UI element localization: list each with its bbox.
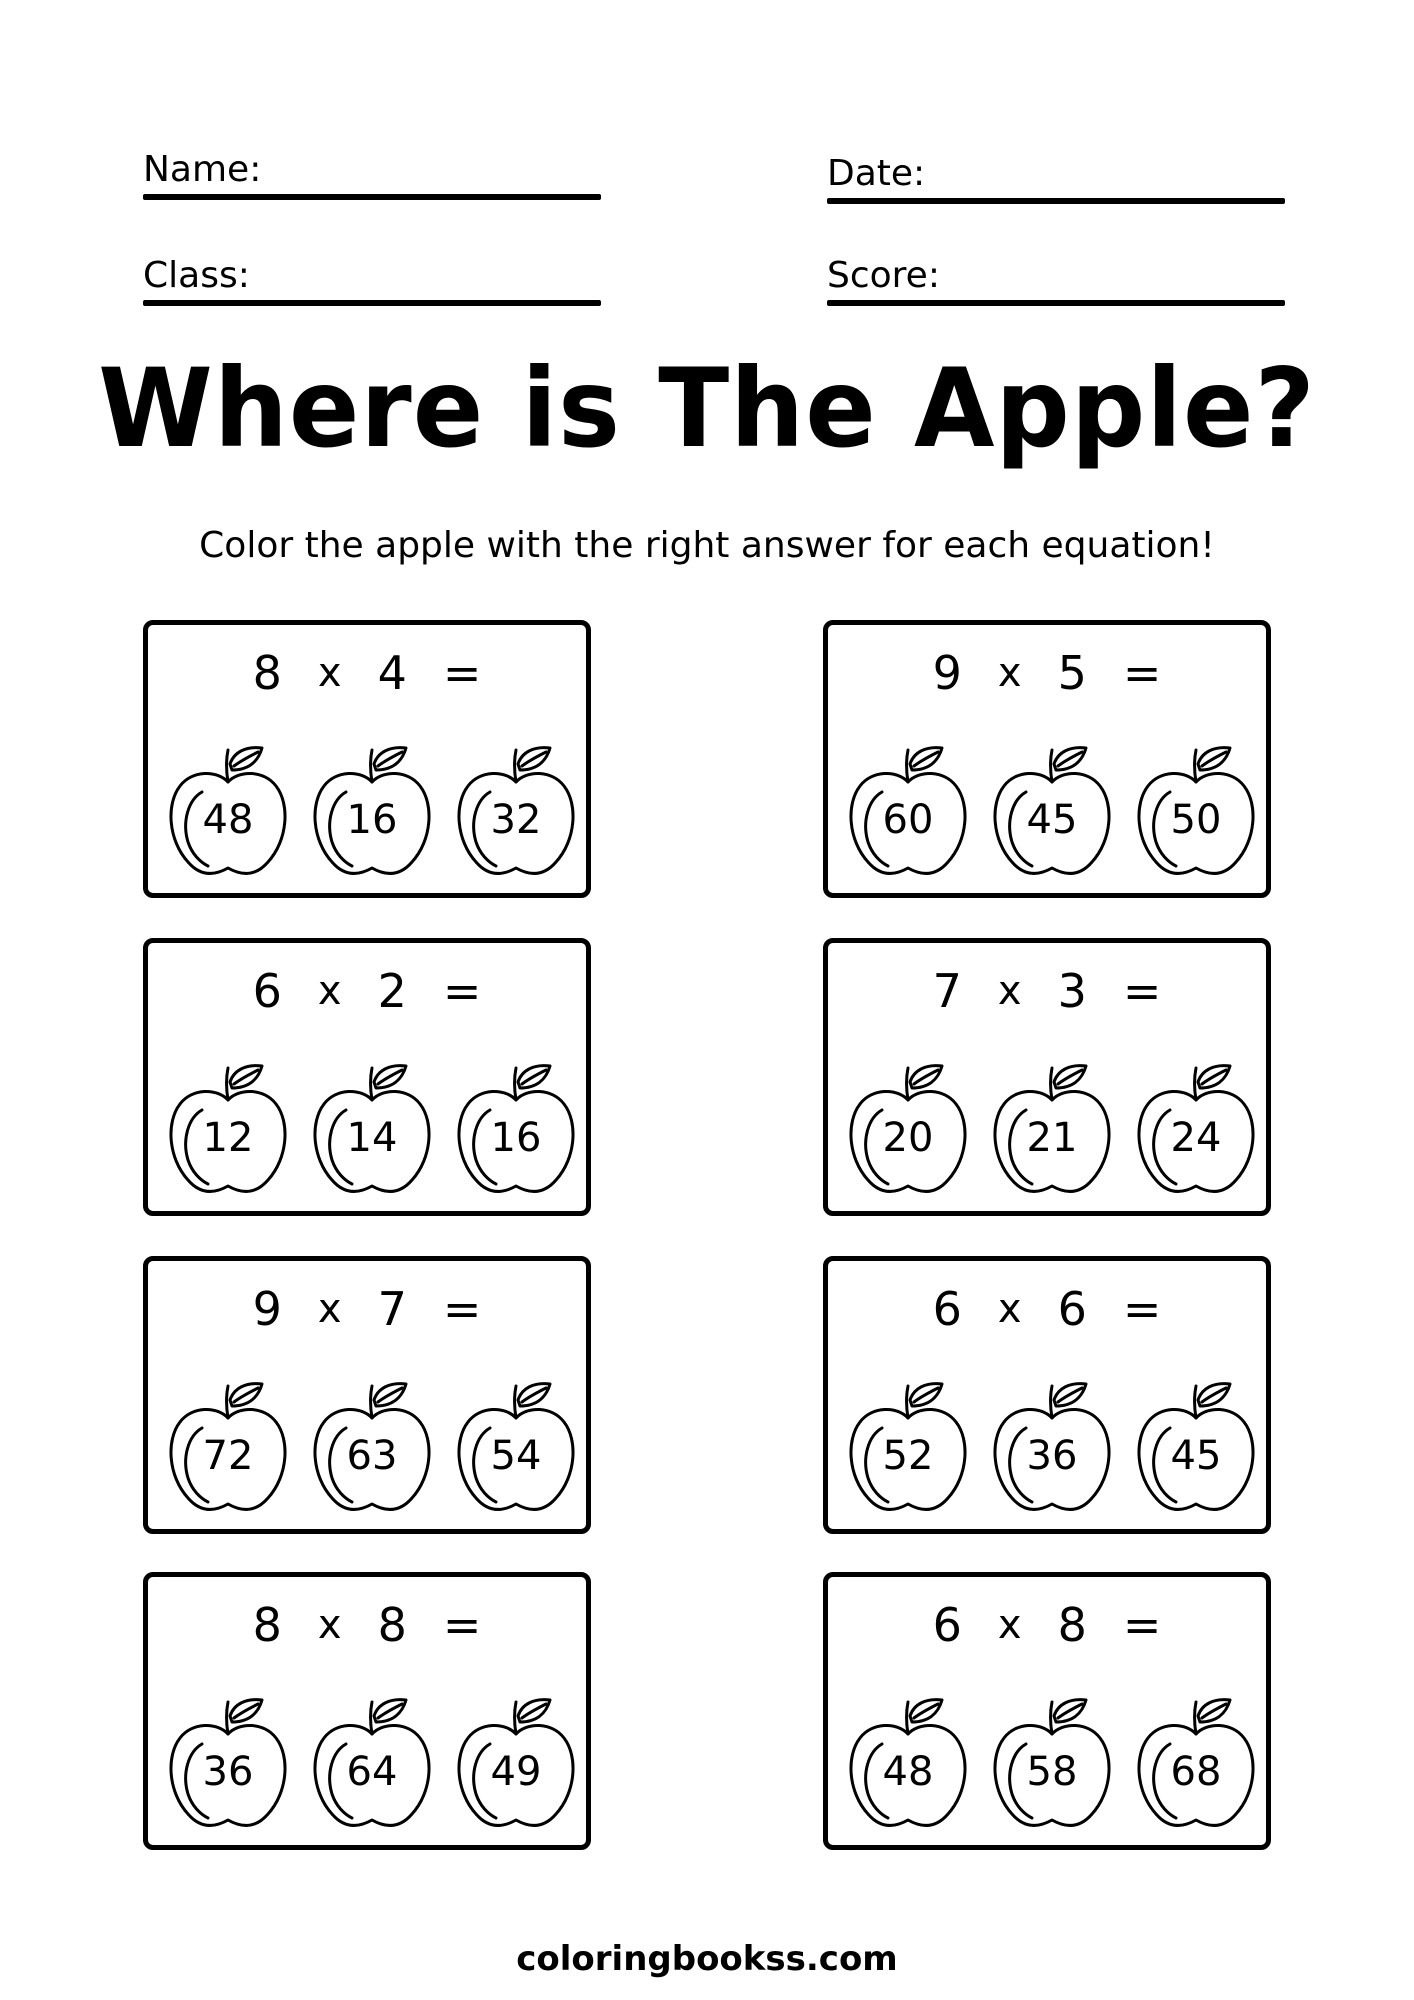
apple-choice[interactable] <box>306 1060 438 1200</box>
date-label: Date: <box>827 153 926 194</box>
operand-b: 3 <box>1057 964 1087 1018</box>
operand-a: 8 <box>252 1598 282 1652</box>
problem-card-3 <box>143 938 591 1216</box>
answer-choices <box>842 1378 1262 1518</box>
operand-b: 8 <box>377 1598 407 1652</box>
date-field[interactable] <box>827 144 1285 204</box>
answer-choice-value: 48 <box>882 1749 934 1795</box>
answer-choices <box>842 742 1262 882</box>
equals-sign: = <box>442 964 482 1018</box>
answer-choice-value: 45 <box>1170 1433 1222 1479</box>
answer-choices <box>162 1694 582 1834</box>
apple-choice[interactable] <box>842 1060 974 1200</box>
answer-choice-value: 60 <box>882 797 934 843</box>
apple-choice[interactable] <box>306 1378 438 1518</box>
answer-choice-value: 36 <box>202 1749 254 1795</box>
apple-choice[interactable] <box>162 1694 294 1834</box>
operand-b: 2 <box>377 964 407 1018</box>
operand-a: 6 <box>252 964 282 1018</box>
apple-choice[interactable] <box>1130 742 1262 882</box>
answer-choice-value: 49 <box>490 1749 542 1795</box>
answer-choices <box>162 1060 582 1200</box>
operator: x <box>997 650 1022 696</box>
apple-choice[interactable] <box>986 1060 1118 1200</box>
apple-choice[interactable] <box>450 1378 582 1518</box>
answer-choice-value: 24 <box>1170 1115 1222 1161</box>
answer-choice-value: 16 <box>346 797 398 843</box>
operand-b: 6 <box>1057 1282 1087 1336</box>
class-field[interactable] <box>143 246 601 306</box>
operator: x <box>317 968 342 1014</box>
answer-choice-value: 64 <box>346 1749 398 1795</box>
apple-choice[interactable] <box>842 742 974 882</box>
answer-choice-value: 21 <box>1026 1115 1078 1161</box>
name-field[interactable] <box>143 140 601 200</box>
operator: x <box>317 650 342 696</box>
score-field[interactable] <box>827 246 1285 306</box>
answer-choice-value: 16 <box>490 1115 542 1161</box>
apple-choice[interactable] <box>1130 1060 1262 1200</box>
apple-choice[interactable] <box>162 1378 294 1518</box>
answer-choice-value: 14 <box>346 1115 398 1161</box>
answer-choice-value: 72 <box>202 1433 254 1479</box>
answer-choices <box>842 1060 1262 1200</box>
footer-website: coloringbookss.com <box>516 1939 898 1979</box>
equation <box>828 1595 1266 1655</box>
problem-card-5 <box>143 1256 591 1534</box>
answer-choices <box>162 742 582 882</box>
problem-card-6 <box>823 1256 1271 1534</box>
equals-sign: = <box>442 1598 482 1652</box>
operand-b: 7 <box>377 1282 407 1336</box>
equation <box>148 961 586 1021</box>
equation <box>148 643 586 703</box>
answer-choice-value: 45 <box>1026 797 1078 843</box>
operand-b: 8 <box>1057 1598 1087 1652</box>
problem-card-2 <box>823 620 1271 898</box>
apple-choice[interactable] <box>1130 1378 1262 1518</box>
equals-sign: = <box>1122 964 1162 1018</box>
instruction-text: Color the apple with the right answer for each equation! <box>199 525 1215 566</box>
apple-choice[interactable] <box>842 1694 974 1834</box>
answer-choice-value: 50 <box>1170 797 1222 843</box>
answer-choice-value: 54 <box>490 1433 542 1479</box>
operand-b: 5 <box>1057 646 1087 700</box>
apple-choice[interactable] <box>450 1060 582 1200</box>
operator: x <box>997 968 1022 1014</box>
apple-choice[interactable] <box>986 1694 1118 1834</box>
apple-choice[interactable] <box>1130 1694 1262 1834</box>
equals-sign: = <box>442 646 482 700</box>
answer-choice-value: 52 <box>882 1433 934 1479</box>
answer-choice-value: 36 <box>1026 1433 1078 1479</box>
class-label: Class: <box>143 255 250 296</box>
operand-a: 6 <box>932 1282 962 1336</box>
name-line[interactable] <box>143 194 601 200</box>
equals-sign: = <box>1122 1282 1162 1336</box>
apple-choice[interactable] <box>450 742 582 882</box>
operand-a: 8 <box>252 646 282 700</box>
score-line[interactable] <box>827 300 1285 306</box>
operand-a: 6 <box>932 1598 962 1652</box>
operand-a: 9 <box>932 646 962 700</box>
answer-choice-value: 58 <box>1026 1749 1078 1795</box>
equation <box>828 643 1266 703</box>
operator: x <box>997 1602 1022 1648</box>
class-line[interactable] <box>143 300 601 306</box>
answer-choice-value: 48 <box>202 797 254 843</box>
equals-sign: = <box>442 1282 482 1336</box>
problem-card-1 <box>143 620 591 898</box>
answer-choices <box>842 1694 1262 1834</box>
answer-choice-value: 20 <box>882 1115 934 1161</box>
apple-choice[interactable] <box>986 742 1118 882</box>
operand-a: 7 <box>932 964 962 1018</box>
operator: x <box>317 1602 342 1648</box>
operator: x <box>997 1286 1022 1332</box>
date-line[interactable] <box>827 198 1285 204</box>
problem-card-4 <box>823 938 1271 1216</box>
problem-card-8 <box>823 1572 1271 1850</box>
problem-card-7 <box>143 1572 591 1850</box>
apple-choice[interactable] <box>842 1378 974 1518</box>
answer-choice-value: 32 <box>490 797 542 843</box>
answer-choices <box>162 1378 582 1518</box>
operator: x <box>317 1286 342 1332</box>
apple-choice[interactable] <box>162 742 294 882</box>
equation <box>828 961 1266 1021</box>
equation <box>148 1279 586 1339</box>
apple-choice[interactable] <box>306 1694 438 1834</box>
name-label: Name: <box>143 149 262 190</box>
score-label: Score: <box>827 255 940 296</box>
apple-choice[interactable] <box>986 1378 1118 1518</box>
operand-b: 4 <box>377 646 407 700</box>
equals-sign: = <box>1122 646 1162 700</box>
operand-a: 9 <box>252 1282 282 1336</box>
answer-choice-value: 63 <box>346 1433 398 1479</box>
apple-choice[interactable] <box>450 1694 582 1834</box>
equals-sign: = <box>1122 1598 1162 1652</box>
equation <box>148 1595 586 1655</box>
answer-choice-value: 12 <box>202 1115 254 1161</box>
worksheet-title: Where is The Apple? <box>98 343 1316 473</box>
apple-choice[interactable] <box>306 742 438 882</box>
answer-choice-value: 68 <box>1170 1749 1222 1795</box>
equation <box>828 1279 1266 1339</box>
apple-choice[interactable] <box>162 1060 294 1200</box>
